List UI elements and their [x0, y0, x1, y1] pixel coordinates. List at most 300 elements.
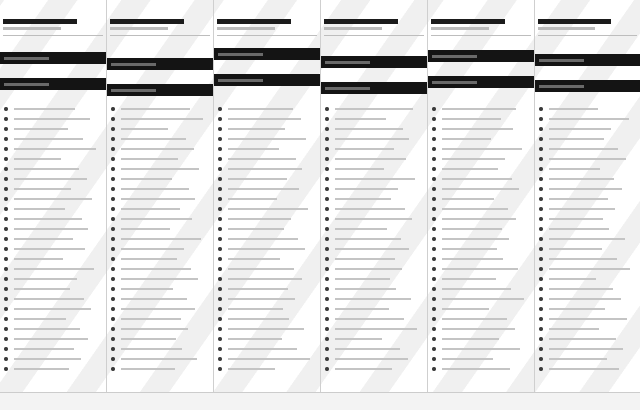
bullet-icon: [218, 197, 222, 201]
column-title: [110, 7, 210, 16]
spec-item: [539, 164, 636, 174]
bullet-icon: [4, 267, 8, 271]
bullet-icon: [4, 157, 8, 161]
spec-text-placeholder: [14, 158, 61, 160]
bullet-icon: [539, 257, 543, 261]
bullet-icon: [325, 177, 329, 181]
spec-item: [325, 354, 423, 364]
price-band: [214, 74, 320, 86]
spec-text-placeholder: [549, 228, 609, 230]
spec-text-placeholder: [121, 248, 184, 250]
bullet-icon: [432, 197, 436, 201]
spec-item: [218, 224, 316, 234]
spec-text-placeholder: [14, 138, 83, 140]
spec-text-placeholder: [121, 258, 177, 260]
spec-item: [432, 294, 530, 304]
spec-item: [539, 104, 636, 114]
bullet-icon: [432, 307, 436, 311]
bullet-icon: [432, 167, 436, 171]
spec-text-placeholder: [228, 198, 277, 200]
title-text-placeholder: [324, 19, 398, 24]
spec-text-placeholder: [228, 298, 295, 300]
spec-item: [111, 164, 209, 174]
spec-text-placeholder: [228, 208, 308, 210]
spec-item: [111, 184, 209, 194]
spec-text-placeholder: [442, 308, 489, 310]
spec-item: [325, 114, 423, 124]
spec-text-placeholder: [549, 348, 623, 350]
bullet-icon: [432, 127, 436, 131]
spec-text-placeholder: [335, 108, 413, 110]
spec-text-placeholder: [228, 268, 294, 270]
spec-text-placeholder: [228, 188, 299, 190]
bullet-icon: [218, 307, 222, 311]
bullet-icon: [218, 247, 222, 251]
spec-item: [218, 134, 316, 144]
spec-text-placeholder: [121, 228, 170, 230]
spec-text-placeholder: [335, 298, 411, 300]
spec-text-placeholder: [335, 278, 390, 280]
spec-item: [218, 354, 316, 364]
bullet-icon: [539, 157, 543, 161]
spec-text-placeholder: [121, 158, 178, 160]
spec-text-placeholder: [335, 238, 401, 240]
spec-text-placeholder: [228, 358, 310, 360]
bullet-icon: [111, 237, 115, 241]
bullet-icon: [539, 277, 543, 281]
spec-item: [432, 184, 530, 194]
spec-text-placeholder: [549, 368, 619, 370]
spec-item: [539, 114, 636, 124]
bullet-icon: [111, 117, 115, 121]
spec-text-placeholder: [14, 298, 84, 300]
bullet-icon: [4, 177, 8, 181]
spec-text-placeholder: [14, 338, 88, 340]
bullet-icon: [4, 127, 8, 131]
bullet-icon: [111, 217, 115, 221]
spec-text-placeholder: [121, 288, 173, 290]
spec-item: [111, 294, 209, 304]
spec-item: [4, 174, 102, 184]
spec-item: [218, 344, 316, 354]
spec-text-placeholder: [14, 148, 96, 150]
bullet-icon: [4, 367, 8, 371]
bullet-icon: [325, 287, 329, 291]
spec-item: [325, 324, 423, 334]
bullet-icon: [218, 297, 222, 301]
spec-item: [325, 214, 423, 224]
spec-item: [218, 264, 316, 274]
spec-text-placeholder: [335, 178, 415, 180]
spec-item: [539, 234, 636, 244]
spec-text-placeholder: [121, 218, 192, 220]
bullet-icon: [111, 167, 115, 171]
spec-item: [111, 364, 209, 374]
spec-text-placeholder: [549, 248, 602, 250]
spec-text-placeholder: [121, 278, 198, 280]
spec-item: [111, 354, 209, 364]
bullet-icon: [4, 337, 8, 341]
bullet-icon: [218, 117, 222, 121]
bullet-icon: [4, 287, 8, 291]
bullet-icon: [218, 227, 222, 231]
spec-text-placeholder: [549, 198, 608, 200]
bullet-icon: [111, 187, 115, 191]
spec-text-placeholder: [442, 258, 503, 260]
spec-item: [4, 194, 102, 204]
spec-item: [325, 144, 423, 154]
price-band: [321, 56, 427, 68]
spec-text-placeholder: [121, 238, 201, 240]
spec-text-placeholder: [335, 348, 400, 350]
bullet-icon: [111, 307, 115, 311]
bullet-icon: [4, 227, 8, 231]
bullet-icon: [218, 127, 222, 131]
spec-item: [218, 114, 316, 124]
spec-item: [539, 254, 636, 264]
title-text-placeholder: [431, 19, 505, 24]
spec-item: [432, 234, 530, 244]
bullet-icon: [218, 267, 222, 271]
spec-text-placeholder: [14, 358, 81, 360]
spec-text-placeholder: [14, 308, 91, 310]
spec-item: [218, 154, 316, 164]
spec-item: [111, 334, 209, 344]
bullet-icon: [432, 227, 436, 231]
spec-item: [539, 334, 636, 344]
spec-text-placeholder: [228, 308, 283, 310]
spec-list: [218, 104, 316, 388]
spec-text-placeholder: [335, 198, 391, 200]
bullet-icon: [218, 167, 222, 171]
price-band: [0, 78, 106, 90]
bullet-icon: [432, 367, 436, 371]
spec-item: [539, 344, 636, 354]
footer-text-1: [4, 399, 636, 404]
column-title: [538, 7, 637, 16]
spec-item: [325, 334, 423, 344]
spec-item: [4, 324, 102, 334]
spec-item: [539, 184, 636, 194]
spec-item: [4, 134, 102, 144]
footer-disclaimer: [0, 392, 640, 410]
spec-text-placeholder: [442, 348, 520, 350]
bullet-icon: [432, 317, 436, 321]
title-text-placeholder: [110, 19, 184, 24]
spec-text-placeholder: [549, 258, 617, 260]
spec-text-placeholder: [14, 118, 90, 120]
spec-text-placeholder: [14, 288, 70, 290]
spec-text-placeholder: [335, 258, 395, 260]
subtitle-text-placeholder: [110, 27, 168, 30]
bullet-icon: [432, 287, 436, 291]
spec-text-placeholder: [121, 338, 176, 340]
band-text-placeholder: [218, 79, 263, 82]
spec-item: [539, 264, 636, 274]
bullet-icon: [325, 257, 329, 261]
spec-text-placeholder: [442, 248, 497, 250]
bullet-icon: [539, 217, 543, 221]
spec-item: [4, 344, 102, 354]
spec-item: [4, 284, 102, 294]
spec-text-placeholder: [228, 318, 289, 320]
spec-text-placeholder: [549, 328, 599, 330]
bullet-icon: [4, 217, 8, 221]
spec-item: [218, 364, 316, 374]
spec-item: [4, 214, 102, 224]
spec-text-placeholder: [121, 108, 190, 110]
spec-text-placeholder: [549, 108, 598, 110]
spec-text-placeholder: [14, 268, 94, 270]
spec-item: [432, 174, 530, 184]
spec-item: [4, 184, 102, 194]
spec-item: [432, 144, 530, 154]
spec-item: [218, 174, 316, 184]
spec-item: [325, 204, 423, 214]
spec-item: [432, 194, 530, 204]
spec-item: [539, 154, 636, 164]
spec-item: [432, 344, 530, 354]
spec-text-placeholder: [228, 178, 287, 180]
spec-text-placeholder: [121, 168, 199, 170]
spec-text-placeholder: [549, 308, 605, 310]
spec-item: [432, 314, 530, 324]
bullet-icon: [111, 337, 115, 341]
spec-item: [432, 274, 530, 284]
price-band: [107, 84, 213, 96]
bullet-icon: [111, 297, 115, 301]
spec-item: [432, 244, 530, 254]
spec-text-placeholder: [14, 208, 65, 210]
spec-item: [4, 204, 102, 214]
spec-item: [111, 174, 209, 184]
spec-item: [111, 254, 209, 264]
bullet-icon: [218, 147, 222, 151]
band-text-placeholder: [539, 85, 584, 88]
bullet-icon: [432, 137, 436, 141]
spec-text-placeholder: [14, 278, 77, 280]
spec-item: [539, 284, 636, 294]
spec-text-placeholder: [442, 238, 509, 240]
bullet-icon: [432, 337, 436, 341]
bullet-icon: [218, 337, 222, 341]
bullet-icon: [325, 197, 329, 201]
bullet-icon: [539, 287, 543, 291]
band-text-placeholder: [325, 61, 370, 64]
bullet-icon: [325, 307, 329, 311]
spec-list: [325, 104, 423, 388]
spec-text-placeholder: [335, 128, 403, 130]
spec-item: [325, 104, 423, 114]
bullet-icon: [539, 107, 543, 111]
column-title: [217, 7, 317, 16]
band-text-placeholder: [4, 57, 49, 60]
spec-item: [218, 274, 316, 284]
spec-text-placeholder: [335, 268, 402, 270]
column-header: [431, 2, 531, 36]
column-header: [217, 2, 317, 36]
spec-item: [325, 174, 423, 184]
spec-text-placeholder: [121, 368, 175, 370]
spec-text-placeholder: [549, 238, 625, 240]
bullet-icon: [539, 167, 543, 171]
spec-text-placeholder: [14, 178, 87, 180]
bullet-icon: [432, 217, 436, 221]
bullet-icon: [218, 367, 222, 371]
spec-text-placeholder: [335, 368, 392, 370]
bullet-icon: [325, 247, 329, 251]
bullet-icon: [218, 217, 222, 221]
spec-item: [325, 234, 423, 244]
price-band: [0, 52, 106, 64]
spec-text-placeholder: [549, 288, 613, 290]
spec-text-placeholder: [228, 368, 275, 370]
bullet-icon: [4, 327, 8, 331]
spec-item: [432, 364, 530, 374]
spec-text-placeholder: [549, 178, 614, 180]
spec-text-placeholder: [121, 138, 186, 140]
spec-item: [111, 104, 209, 114]
spec-text-placeholder: [121, 328, 188, 330]
spec-item: [218, 284, 316, 294]
spec-text-placeholder: [335, 148, 394, 150]
band-text-placeholder: [432, 81, 477, 84]
bullet-icon: [218, 317, 222, 321]
column-header: [324, 2, 424, 36]
bullet-icon: [4, 137, 8, 141]
spec-text-placeholder: [549, 188, 622, 190]
bullet-icon: [432, 297, 436, 301]
spec-item: [325, 344, 423, 354]
bullet-icon: [218, 327, 222, 331]
spec-item: [111, 144, 209, 154]
spec-item: [218, 244, 316, 254]
spec-item: [325, 184, 423, 194]
spec-item: [218, 294, 316, 304]
spec-item: [432, 334, 530, 344]
bullet-icon: [111, 347, 115, 351]
spec-item: [111, 124, 209, 134]
spec-item: [539, 124, 636, 134]
bullet-icon: [325, 357, 329, 361]
band-text-placeholder: [539, 59, 584, 62]
spec-item: [325, 314, 423, 324]
spec-text-placeholder: [335, 288, 396, 290]
spec-item: [432, 254, 530, 264]
spec-text-placeholder: [121, 118, 203, 120]
spec-text-placeholder: [549, 208, 615, 210]
bullet-icon: [111, 287, 115, 291]
spec-text-placeholder: [14, 328, 80, 330]
bullet-icon: [218, 137, 222, 141]
bullet-icon: [218, 277, 222, 281]
spec-item: [111, 304, 209, 314]
product-column: [321, 0, 428, 392]
bullet-icon: [539, 197, 543, 201]
spec-list: [432, 104, 530, 388]
bullet-icon: [4, 237, 8, 241]
spec-text-placeholder: [121, 298, 187, 300]
spec-item: [4, 224, 102, 234]
spec-text-placeholder: [121, 268, 191, 270]
spec-text-placeholder: [549, 158, 626, 160]
price-band: [535, 54, 640, 66]
spec-text-placeholder: [121, 348, 182, 350]
spec-text-placeholder: [442, 328, 515, 330]
subtitle-text-placeholder: [217, 27, 275, 30]
spec-text-placeholder: [14, 348, 74, 350]
spec-item: [4, 364, 102, 374]
spec-text-placeholder: [14, 258, 63, 260]
bullet-icon: [4, 187, 8, 191]
spec-list: [111, 104, 209, 388]
spec-text-placeholder: [14, 238, 73, 240]
spec-item: [432, 204, 530, 214]
spec-text-placeholder: [14, 318, 66, 320]
bullet-icon: [4, 307, 8, 311]
spec-text-placeholder: [442, 288, 511, 290]
spec-text-placeholder: [549, 298, 621, 300]
spec-text-placeholder: [442, 338, 499, 340]
spec-text-placeholder: [442, 188, 519, 190]
spec-item: [4, 314, 102, 324]
spec-text-placeholder: [442, 358, 493, 360]
spec-item: [539, 314, 636, 324]
title-text-placeholder: [538, 19, 611, 24]
spec-text-placeholder: [335, 318, 404, 320]
bullet-icon: [432, 107, 436, 111]
spec-item: [218, 124, 316, 134]
bullet-icon: [539, 357, 543, 361]
bullet-icon: [4, 167, 8, 171]
bullet-icon: [4, 147, 8, 151]
spec-item: [4, 124, 102, 134]
spec-text-placeholder: [442, 128, 513, 130]
spec-item: [432, 164, 530, 174]
bullet-icon: [539, 267, 543, 271]
bullet-icon: [325, 107, 329, 111]
spec-item: [218, 164, 316, 174]
spec-item: [432, 264, 530, 274]
spec-text-placeholder: [335, 168, 384, 170]
spec-item: [325, 224, 423, 234]
spec-item: [325, 284, 423, 294]
spec-item: [432, 304, 530, 314]
spec-text-placeholder: [121, 128, 168, 130]
bullet-icon: [539, 297, 543, 301]
spec-item: [218, 144, 316, 154]
spec-text-placeholder: [228, 138, 306, 140]
spec-text-placeholder: [335, 188, 398, 190]
bullet-icon: [539, 187, 543, 191]
spec-text-placeholder: [14, 168, 79, 170]
spec-text-placeholder: [228, 288, 288, 290]
spec-text-placeholder: [549, 148, 618, 150]
spec-item: [218, 304, 316, 314]
spec-text-placeholder: [228, 348, 297, 350]
spec-text-placeholder: [442, 118, 501, 120]
bullet-icon: [432, 117, 436, 121]
product-column: [0, 0, 107, 392]
spec-item: [218, 184, 316, 194]
spec-item: [539, 364, 636, 374]
column-header: [110, 2, 210, 36]
spec-text-placeholder: [549, 218, 603, 220]
price-band: [428, 50, 534, 62]
spec-text-placeholder: [228, 228, 284, 230]
price-band: [321, 82, 427, 94]
bullet-icon: [325, 237, 329, 241]
